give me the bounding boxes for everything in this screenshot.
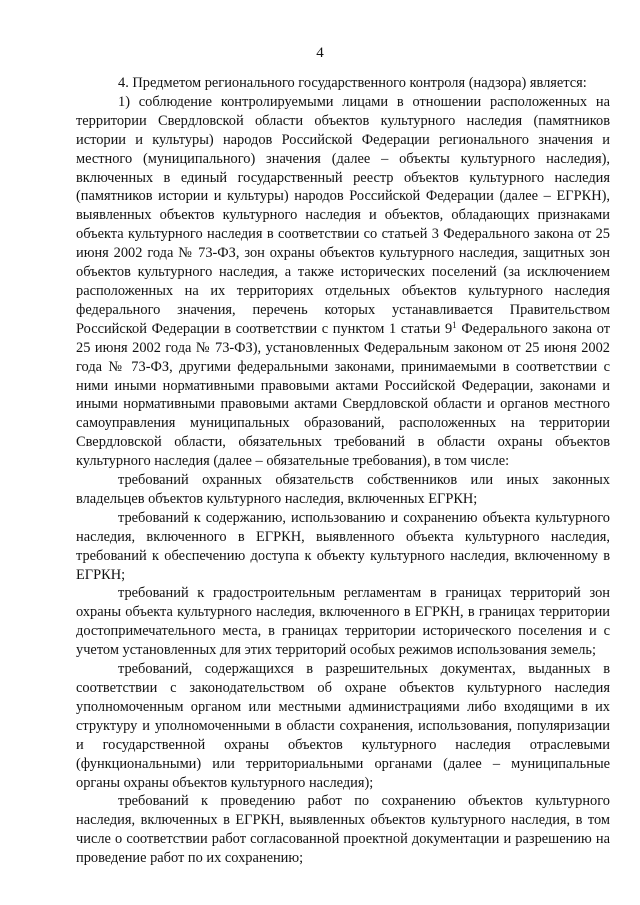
paragraph-text-after-footnote: Федерального закона от 25 июня 2002 года № 73-ФЗ), установленных Федеральным законом от 25 июня 2002 года № 73-ФЗ, другими федеральными законами, принимаемыми в соответствии с ними иными нормативными правовыми актами Российской Федерации, законами и иными нормативными правовыми актами Свердловской области и органов местного самоуправления муниципальных образований, расположенных на территории Свердловской области, обязательных требований в области охраны объектов культурного наследия (далее – обязательные требования), в том числе: [76,320,610,470]
document-body [76,74,610,868]
paragraph-requirement-works: требований к проведению работ по сохранению объектов культурного наследия, включенных в ЕГРКН, выявленных объектов культурного наследия, в том числе о соответствии работ согласованной проектной документации и разрешению на проведение работ по их сохранению; [76,793,610,867]
paragraph-requirement-urban-planning: требований к градостроительным регламентам в границах территорий зон охраны объекта культурного наследия, включенного в ЕГРКН, в границах территории достопримечательного места, в границах территории исторического поселения и с учетом установленных для этих территорий особых режимов использования земель; [76,585,610,659]
page-number: 4 [316,45,324,61]
paragraph-requirement-obligations: требований охранных обязательств собственников или иных законных владельцев объектов культурного наследия, включенных ЕГРКН; [76,472,610,507]
paragraph-requirement-maintenance: требований к содержанию, использованию и сохранению объекта культурного наследия, включенного в ЕГРКН, выявленного объекта культурного наследия, требований к обеспечению доступа к объекту культурного наследия, включенному в ЕГРКН; [76,509,610,583]
paragraph-subitem-1 [76,93,610,471]
paragraph-text-before-footnote: 1) соблюдение контролируемыми лицами в отношении расположенных на территории Свердловской области объектов культурного наследия (памятников истории и культуры) народов Российской Федерации регионального значения и местного (муниципального) значения (далее – объекты культурного наследия), включенных в единый государственный реестр объектов культурного наследия (памятников истории и культуры) народов Российской Федерации (далее – ЕГРКН), выявленных объектов культурного наследия и объектов, обладающих признаками объекта культурного наследия в соответствии со статьей 3 Федерального закона от 25 июня 2002 года № 73-ФЗ, зон охраны объектов культурного наследия, защитных зон объектов культурного наследия, а также исторических поселений (за исключением расположенных на их территориях отдельных объектов культурного наследия федерального значения, перечень которых устанавливается Правительством Российской Федерации в соответствии с пунктом 1 статьи 9 [76,93,610,337]
article-superscript: 1 [452,319,457,330]
paragraph-item-4-heading: 4. Предметом регионального государственного контроля (надзора) является: [118,75,587,91]
paragraph-requirement-permits: требований, содержащихся в разрешительных документах, выданных в соответствии с законодательством об охране объектов культурного наследия уполномоченным органом или местными администрациями либо входящими в их структуру и уполномоченными в области сохранения, использования, популяризации и государственной охраны объектов культурного наследия отраслевыми (функциональными) или территориальными органами (далее – муниципальные органы охраны объектов культурного наследия); [76,661,610,791]
